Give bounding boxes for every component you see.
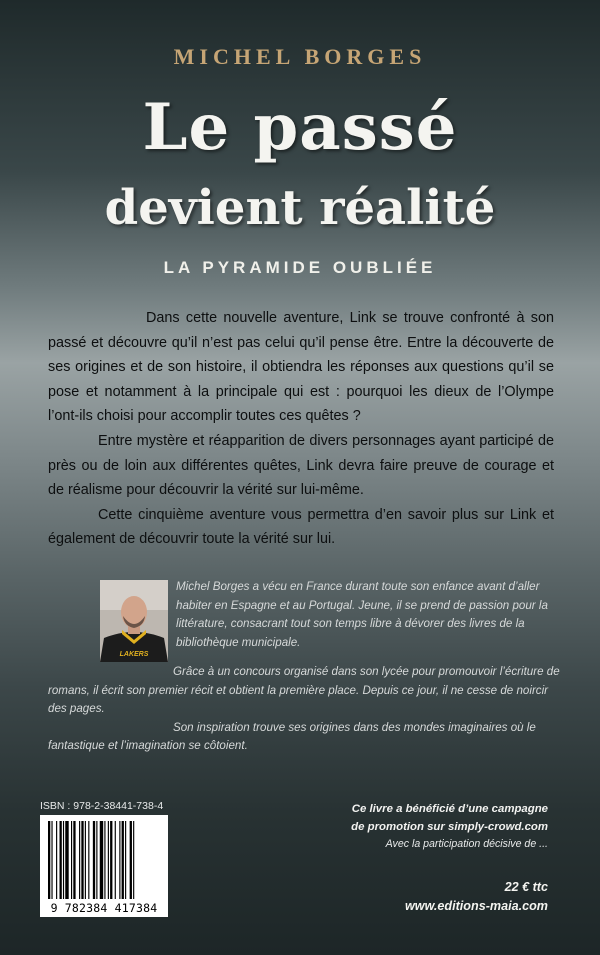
barcode-bar (115, 821, 116, 899)
barcode-bar (88, 821, 89, 899)
synopsis-paragraph-1: Dans cette nouvelle aventure, Link se trouve confronté à son passé et découvre qu’il n’est pas celui qu’il pense être. Entre la découverte de ses origines et de son histoire, il obtiendra les réponses aux questions qu’il se pose et notamment à la principale qui est : pourquoi les dieux de l’Olympe l’ont-ils choisi pour accomplir toutes ces quêtes ? (48, 310, 554, 425)
bio-paragraph-3: Son inspiration trouve ses origines dans des mondes imaginaires où le fantastique et l’imagination se côtoient. (48, 720, 536, 753)
barcode-bar (93, 821, 95, 899)
book-subtitle: LA PYRAMIDE OUBLIÉE (163, 258, 437, 277)
barcode-bar (79, 821, 80, 899)
synopsis-paragraph-3: Cette cinquième aventure vous permettra d’en savoir plus sur Link et également de découvrir toute la vérité sur lui. (48, 506, 554, 548)
bio-paragraph-1: Michel Borges a vécu en France durant toute son enfance avant d’aller habiter en Espagne et au Portugal. Jeune, il se prend de passion pour la littérature, consacrant tout son temps libre à dévorer des livres de la bibliothèque municipale. (176, 580, 548, 649)
barcode-bar (51, 821, 52, 899)
promo-text (288, 801, 548, 836)
author-name: MICHEL BORGES (173, 44, 427, 69)
barcode-bar (110, 821, 112, 899)
barcode-bar (125, 821, 126, 899)
book-title-line1: Le passé (142, 90, 458, 165)
author-bio-intro (176, 578, 568, 652)
barcode-bar (96, 821, 97, 899)
barcode-bars (40, 815, 168, 901)
isbn-label: ISBN : 978-2-38441-738-4 (40, 800, 164, 812)
barcode-bar (71, 821, 72, 899)
barcode-bar (119, 821, 120, 899)
publisher-website[interactable]: www.editions-maia.com (405, 899, 548, 913)
barcode-bar (73, 821, 75, 899)
barcode-bar (60, 821, 62, 899)
barcode-bar (108, 821, 109, 899)
synopsis (48, 306, 554, 552)
barcode-digits: 9 782384 417384 (50, 901, 158, 915)
barcode-bar (104, 821, 105, 899)
author-bio-rest (48, 663, 568, 756)
barcode-bar (133, 821, 134, 899)
barcode-bar (85, 821, 86, 899)
synopsis-paragraph-2: Entre mystère et réapparition de divers personnages ayant participé de près ou de loin aux différentes quêtes, Link devra faire preuve de courage et de réalisme pour découvrir la vérité sur lui-même. (48, 432, 554, 499)
promo-line-2: de promotion sur simply-crowd.com (351, 820, 548, 833)
barcode-bar (65, 821, 68, 899)
author-photo-image (100, 580, 168, 662)
barcode-bar (63, 821, 64, 899)
promo-line-1: Ce livre a bénéficié d’une campagne (351, 803, 548, 815)
author-photo (100, 580, 168, 662)
book-title-line2: devient réalité (104, 180, 496, 236)
price: 22 € ttc (504, 880, 548, 894)
barcode-bar (56, 821, 57, 899)
bio-paragraph-2: Grâce à un concours organisé dans son lycée pour promouvoir l’écriture de romans, il écrit son premier récit et obtient la première place. Depuis ce jour, il ne cesse de noircir des pages. (48, 665, 560, 716)
barcode (40, 815, 168, 917)
barcode-bar (100, 821, 103, 899)
barcode-bar (48, 821, 50, 899)
barcode-bar (122, 821, 124, 899)
shirt-logo-text: LAKERS (119, 651, 149, 658)
barcode-bar (130, 821, 132, 899)
barcode-bar (81, 821, 83, 899)
participation-text: Avec la participation décisive de ... (385, 838, 548, 850)
